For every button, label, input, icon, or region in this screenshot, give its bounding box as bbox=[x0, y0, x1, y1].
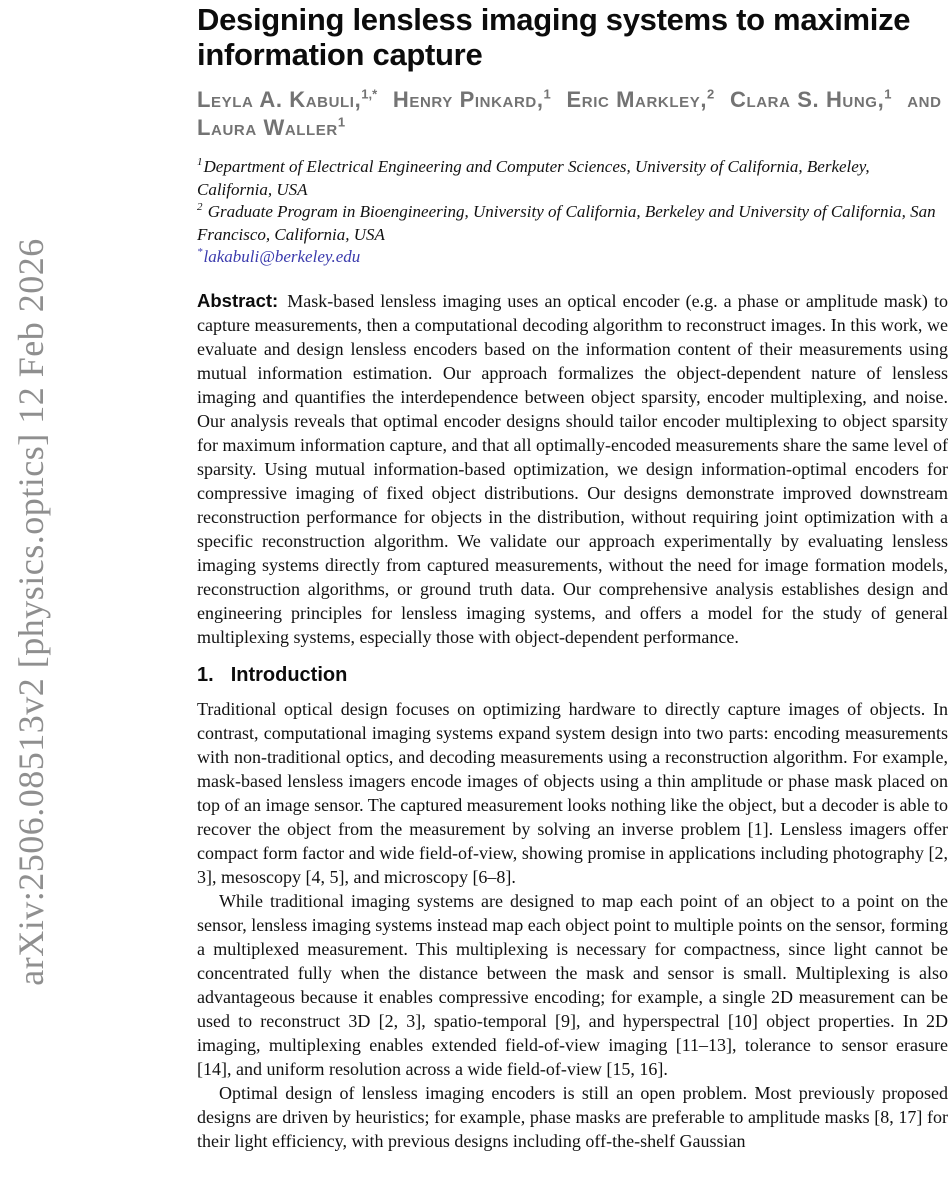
author bbox=[730, 87, 892, 112]
affiliation-text: Department of Electrical Engineering and Computer Sciences, University of California, Berkeley, California, USA bbox=[197, 157, 870, 199]
email-link[interactable]: lakabuli@berkeley.edu bbox=[203, 247, 361, 266]
section-heading-introduction bbox=[197, 663, 948, 687]
arxiv-watermark: arXiv:2506.08513v2 [physics.optics] 12 Feb 2026 bbox=[11, 238, 51, 986]
email-mark: * bbox=[197, 246, 203, 259]
author bbox=[567, 87, 715, 112]
paper-title: Designing lensless imaging systems to maximize information capture bbox=[197, 2, 911, 72]
abstract-paragraph bbox=[197, 289, 948, 649]
abstract-label: Abstract: bbox=[197, 289, 279, 311]
abstract-text: Mask-based lensless imaging uses an optical encoder (e.g. a phase or amplitude mask) to capture measurements, then a computational decoding algorithm to reconstruct images. In this work, we evaluate and design lensless encoders based on the information content of their measurements using mutual information estimation. Our approach formalizes the object-dependent nature of lensless imaging and quantifies the interdependence between object sparsity, encoder multiplexing, and noise. Our analysis reveals that optimal encoder designs should tailor encoder multiplexing to object sparsity for maximum information capture, and that all optimally-encoded measurements share the same level of sparsity. Using mutual information-based optimization, we design information-optimal encoders for compressive imaging of fixed object distributions. Our designs demonstrate improved downstream reconstruction performance for objects in the distribution, without requiring joint optimization with a specific reconstruction algorithm. We validate our approach experimentally by evaluating lensless imaging systems directly from captured measurements, without the need for image formation models, reconstruction algorithms, or ground truth data. Our comprehensive analysis establishes design and engineering principles for lensless imaging systems, and offers a model for the study of general multiplexing systems, especially those with object-dependent performance. bbox=[197, 290, 948, 647]
author bbox=[197, 87, 377, 112]
affiliation-line bbox=[197, 201, 948, 246]
section-number: 1. bbox=[197, 663, 214, 686]
paper-content bbox=[197, 0, 948, 1153]
affiliation-block bbox=[197, 156, 948, 269]
author-affiliation-mark: 2 bbox=[707, 86, 715, 102]
author-name: Henry Pinkard, bbox=[392, 87, 544, 112]
email-line bbox=[197, 246, 948, 269]
author-affiliation-mark: 1 bbox=[543, 86, 551, 102]
author-list bbox=[197, 86, 948, 142]
author-name: and Laura Waller bbox=[197, 87, 942, 140]
body-paragraph: While traditional imaging systems are designed to map each point of an object to a point on the sensor, lensless imaging systems instead map each object point to multiple points on the sensor, forming a multiplexed measurement. This multiplexing is necessary for compactness, since light cannot be concentrated fully when the distance between the mask and sensor is small. Multiplexing is also advantageous because it enables compressive encoding; for example, a single 2D measurement can be used to reconstruct 3D [2, 3], spatio-temporal [9], and hyperspectral [10] object properties. In 2D imaging, multiplexing enables extended field-of-view imaging [11–13], tolerance to sensor erasure [14], and uniform resolution across a wide field-of-view [15, 16]. bbox=[197, 890, 948, 1079]
affiliation-text: Graduate Program in Bioengineering, University of California, Berkeley and University of California, San Francisco, California, USA bbox=[197, 202, 936, 244]
author bbox=[393, 87, 551, 112]
author-affiliation-mark: 1 bbox=[337, 114, 346, 130]
author-name: Leyla A. Kabuli, bbox=[197, 87, 362, 112]
author-affiliation-mark: 1 bbox=[884, 86, 892, 102]
section-title: Introduction bbox=[230, 663, 348, 686]
body-paragraph: Optimal design of lensless imaging encoders is still an open problem. Most previously proposed designs are driven by heuristics; for example, phase masks are preferable to amplitude masks [8, 17] for their light efficiency, with previous designs including off-the-shelf Gaussian bbox=[197, 1082, 948, 1151]
affiliation-mark: 1 bbox=[197, 156, 203, 169]
affiliation-mark: 2 bbox=[197, 201, 203, 214]
author-name: Eric Markley, bbox=[566, 87, 708, 112]
affiliation-line bbox=[197, 156, 948, 201]
author-affiliation-mark: 1,* bbox=[361, 86, 378, 102]
author-name: Clara S. Hung, bbox=[729, 87, 885, 112]
body-paragraph: Traditional optical design focuses on optimizing hardware to directly capture images of objects. In contrast, computational imaging systems expand system design into two parts: encoding measurements with non-traditional optics, and decoding measurements using a reconstruction algorithm. For example, mask-based lensless imagers encode images of objects using a thin amplitude or phase mask placed on top of an image sensor. The captured measurement looks nothing like the object, but a decoder is able to recover the object from the measurement by solving an inverse problem [1]. Lensless imagers offer compact form factor and wide field-of-view, showing promise in applications including photography [2, 3], mesoscopy [4, 5], and microscopy [6–8]. bbox=[197, 698, 948, 887]
